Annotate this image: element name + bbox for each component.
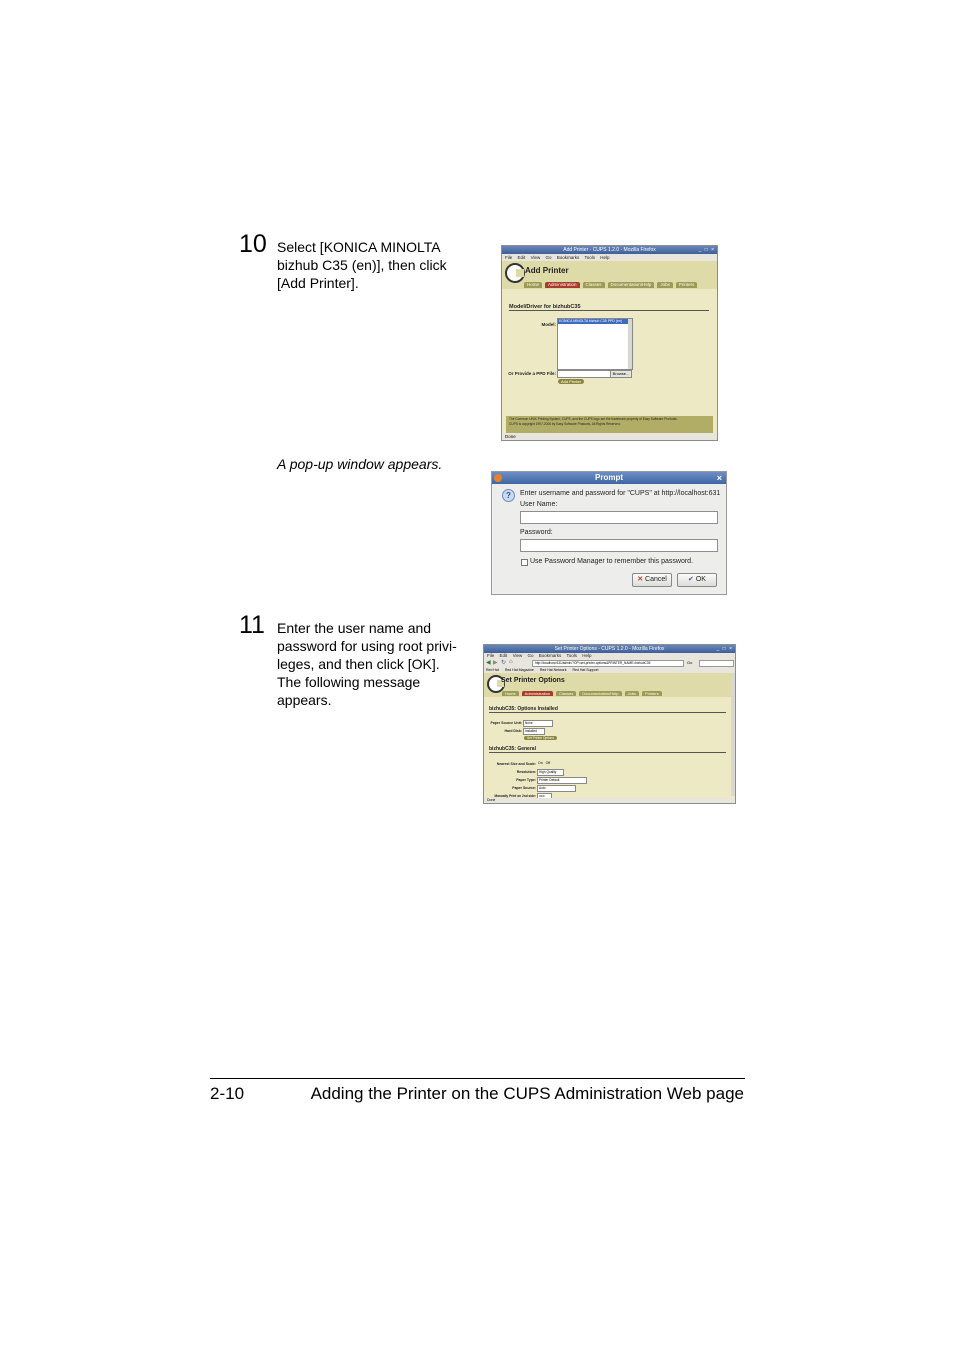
ppd-file-input[interactable] [557, 370, 611, 378]
tab-documentation[interactable]: Documentation/Help [608, 282, 655, 288]
paper-source-unit-select[interactable]: None [523, 720, 553, 727]
page-number: 2-10 [210, 1084, 245, 1103]
hard-disk-select[interactable]: Installed [523, 728, 545, 735]
window-titlebar [502, 246, 717, 254]
bookmark-red-hat-network[interactable]: Red Hat Network [539, 668, 567, 672]
close-icon[interactable]: × [716, 473, 722, 483]
user-name-input[interactable] [520, 511, 718, 524]
menu-tools[interactable]: Tools [566, 653, 577, 658]
cups-header [502, 261, 717, 289]
paper-source-label: Paper Source: [512, 786, 536, 790]
footer-title: Adding the Printer on the CUPS Administration Web page [310, 1084, 744, 1103]
dialog-title: Prompt [595, 473, 623, 482]
menu-bookmarks[interactable]: Bookmarks [556, 255, 580, 260]
tab-home[interactable]: Home [502, 691, 519, 696]
nav-tabs [524, 282, 700, 288]
tab-classes[interactable]: Classes [556, 691, 576, 696]
tab-classes[interactable]: Classes [583, 282, 605, 288]
forward-icon[interactable]: ▶ [493, 660, 498, 666]
paper-source-select[interactable]: Auto [537, 785, 576, 792]
cancel-button[interactable] [632, 573, 672, 587]
menu-edit[interactable]: Edit [499, 653, 508, 658]
section-general: bizhubC35: General [489, 746, 726, 753]
menu-file[interactable]: File [505, 255, 513, 260]
menu-help[interactable]: Help [582, 653, 592, 658]
cancel-button-label: Cancel [645, 576, 667, 583]
prompt-dialog [491, 471, 727, 595]
cancel-icon: ✕ [637, 576, 644, 583]
add-printer-screenshot [501, 245, 718, 441]
menu-bar [502, 254, 717, 261]
footer-rule [210, 1078, 745, 1079]
question-icon: ? [502, 489, 515, 502]
menu-view[interactable]: View [530, 255, 541, 260]
menu-go[interactable]: Go [527, 653, 534, 658]
model-label: Model: [541, 322, 556, 327]
dialog-titlebar [492, 472, 726, 484]
tab-jobs[interactable]: Jobs [625, 691, 639, 696]
back-icon[interactable]: ◀ [486, 660, 491, 666]
bookmark-red-hat[interactable]: Red Hat [486, 668, 499, 672]
nav-tabs [502, 691, 665, 696]
paper-type-label: Paper Type: [516, 778, 536, 782]
page-footer [506, 416, 713, 434]
set-printer-options-button[interactable]: Set Printer Options [524, 736, 557, 740]
tab-documentation[interactable]: Documentation/Help [579, 691, 621, 696]
cups-logo [505, 263, 525, 283]
hard-disk-label: Hard Disk: [504, 729, 522, 733]
step-number-11: 11 [239, 611, 265, 639]
remember-checkbox[interactable] [521, 559, 528, 566]
window-title: Add Printer - CUPS 1.2.0 - Mozilla Firefox [563, 247, 656, 253]
nearest-size-radios[interactable]: On Off [538, 761, 551, 765]
url-field[interactable]: http://localhost:631/admin/?OP=set-printer-options&PRINTER_NAME=bizhubC35 [532, 660, 684, 667]
listbox-scrollbar[interactable] [628, 319, 632, 369]
footer-line-1: The Common UNIX Printing System, CUPS, and the CUPS logo are the trademark property of Easy Software Products. [509, 417, 678, 421]
tab-jobs[interactable]: Jobs [657, 282, 673, 288]
add-printer-button[interactable]: Add Printer [558, 379, 584, 384]
menu-file[interactable]: File [487, 653, 495, 658]
tab-printers[interactable]: Printers [642, 691, 662, 696]
paper-source-unit-label: Paper Source Unit: [490, 721, 522, 725]
page-title: Set Printer Options [501, 677, 565, 684]
window-controls[interactable]: _ □ × [716, 646, 733, 652]
ok-button-label: OK [695, 576, 706, 583]
menu-view[interactable]: View [512, 653, 523, 658]
password-input[interactable] [520, 539, 718, 552]
status-bar: Done [502, 433, 717, 440]
window-title: Set Printer Options - CUPS 1.2.0 - Mozilla Firefox [554, 646, 665, 652]
nearest-size-label: Nearest Size and Scale: [496, 762, 536, 766]
home-icon[interactable]: ⌂ [509, 659, 513, 665]
user-name-label: User Name: [520, 501, 558, 508]
section-options-installed: bizhubC35: Options Installed [489, 706, 726, 713]
menu-tools[interactable]: Tools [584, 255, 595, 260]
tab-administration[interactable]: Administration [522, 691, 553, 696]
ppd-file-label: Or Provide a PPD File: [508, 371, 556, 376]
page-title: Add Printer [525, 266, 569, 275]
bookmark-red-hat-magazine[interactable]: Red Hat Magazine [504, 668, 534, 672]
tab-printers[interactable]: Printers [676, 282, 698, 288]
manual-duplex-select[interactable]: OFF [537, 793, 552, 799]
step-10-text: Select [KONICA MINOLTA bizhub C35 (en)], then click [Add Printer]. [277, 239, 447, 291]
model-option-selected[interactable]: KONICA MINOLTA bizhub C35 PPD (en) [558, 319, 632, 324]
window-titlebar [484, 645, 735, 653]
step-number-10: 10 [239, 230, 267, 258]
go-button[interactable]: Go [687, 660, 693, 665]
status-bar: Done [484, 798, 735, 803]
paper-type-select[interactable]: Printer Default [537, 777, 587, 784]
reload-icon[interactable]: ↻ [501, 660, 507, 666]
tab-administration[interactable]: Administration [545, 282, 580, 288]
browse-button[interactable]: Browse... [610, 370, 632, 378]
window-controls[interactable]: _ □ × [698, 247, 715, 253]
resolution-select[interactable]: High Quality [537, 769, 564, 776]
ok-icon: ✔ [688, 576, 694, 583]
menu-go[interactable]: Go [545, 255, 552, 260]
cups-header [484, 673, 731, 697]
set-options-screenshot [483, 644, 736, 804]
menu-bookmarks[interactable]: Bookmarks [538, 653, 562, 658]
dialog-message: Enter username and password for "CUPS" at http://localhost:631 [520, 490, 721, 497]
manual-duplex-label: Manually Print on 2nd side: [494, 794, 536, 798]
tab-home[interactable]: Home [524, 282, 542, 288]
step-11-text: Enter the user name and password for using root privi-leges, and then click [OK]. The following message appears. [277, 620, 457, 708]
model-listbox[interactable] [557, 318, 633, 370]
footer-line-2: CUPS is copyright 1997-2006 by Easy Software Products, All Rights Reserved. [509, 422, 621, 426]
search-field[interactable] [699, 660, 734, 667]
page-scrollbar[interactable] [731, 673, 735, 796]
menu-help[interactable]: Help [600, 255, 610, 260]
password-label: Password: [520, 529, 553, 536]
firefox-icon [494, 474, 502, 482]
nav-toolbar [484, 659, 735, 667]
remember-label: Use Password Manager to remember this password. [530, 558, 694, 565]
resolution-label: Resolution: [516, 770, 536, 774]
ok-button[interactable] [677, 573, 717, 587]
popup-note: A pop-up window appears. [277, 456, 443, 472]
menu-edit[interactable]: Edit [517, 255, 526, 260]
section-title: Model/Driver for bizhubC35 [509, 304, 709, 311]
bookmark-red-hat-support[interactable]: Red Hat Support [572, 668, 599, 672]
